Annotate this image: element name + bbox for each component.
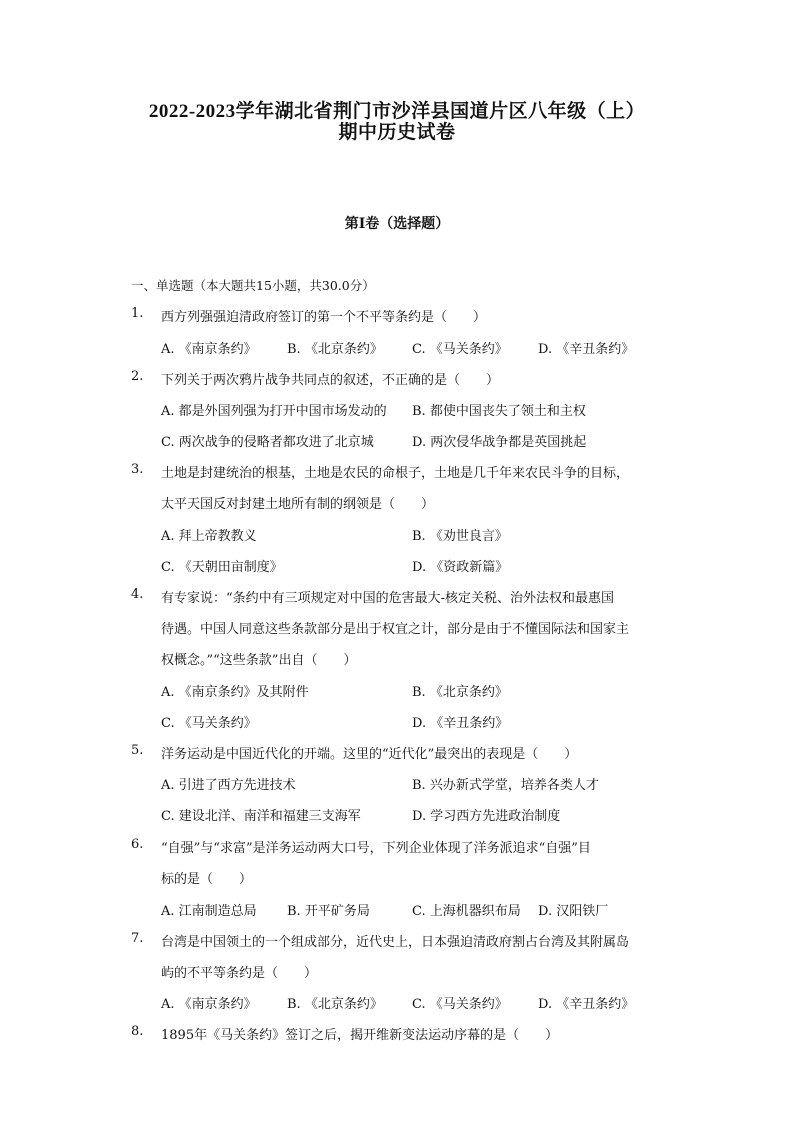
option-d: D. 《资政新篇》 xyxy=(412,560,509,575)
option-d: D. 《辛丑条约》 xyxy=(412,716,509,731)
question-text: 土地是封建统治的根基，土地是农民的命根子，土地是几千年来农民斗争的目标， xyxy=(161,466,630,481)
question-number: 4. xyxy=(131,587,144,602)
question-text: 下列关于两次鸦片战争共同点的叙述，不正确的是（ ） xyxy=(161,373,500,388)
question-text: “自强”与“求富”是洋务运动两大口号，下列企业体现了洋务派追求“自强”目 xyxy=(161,841,591,856)
option-b: B. 都使中国丧失了领土和主权 xyxy=(412,404,586,419)
option-d: D. 两次侵华战争都是英国挑起 xyxy=(412,435,587,450)
option-a: A. 拜上帝教教义 xyxy=(161,529,257,544)
section-title: 第I卷（选择题） xyxy=(344,216,450,232)
exam-title-line-2: 期中历史试卷 xyxy=(338,122,456,143)
option-d: D. 汉阳铁厂 xyxy=(538,904,609,919)
question-text: 1895年《马关条约》签订之后，揭开维新变法运动序幕的是（ ） xyxy=(161,1028,559,1043)
option-a: A. 《南京条约》 xyxy=(161,997,257,1012)
option-a: A. 《南京条约》及其附件 xyxy=(161,685,309,700)
question-text: 有专家说：“条约中有三项规定对中国的危害最大-核定关税、治外法权和最惠国 xyxy=(161,591,615,606)
option-a: A. 都是外国列强为打开中国市场发动的 xyxy=(161,404,387,419)
option-c: C. 上海机器织布局 xyxy=(412,904,521,919)
question-text: 洋务运动是中国近代化的开端。这里的“近代化”最突出的表现是（ ） xyxy=(161,747,578,762)
question-text: 权概念。”“这些条款”出自（ ） xyxy=(161,653,357,668)
question-number: 3. xyxy=(131,462,144,477)
option-b: B. 《北京条约》 xyxy=(287,997,383,1012)
option-c: C. 《马关条约》 xyxy=(412,997,508,1012)
option-d: D. 学习西方先进政治制度 xyxy=(412,809,561,824)
option-c: C. 《马关条约》 xyxy=(412,342,508,357)
option-c: C. 两次战争的侵略者都攻进了北京城 xyxy=(161,435,374,450)
question-text: 屿的不平等条约是（ ） xyxy=(161,966,318,981)
option-d: D. 《辛丑条约》 xyxy=(538,342,635,357)
question-number: 1. xyxy=(131,306,144,321)
question-text: 标的是（ ） xyxy=(161,872,253,887)
question-text: 待遇。中国人同意这些条款部分是出于权宜之计，部分是由于不懂国际法和国家主 xyxy=(161,622,630,637)
option-b: B. 《劝世良言》 xyxy=(412,529,508,544)
option-b: B. 开平矿务局 xyxy=(287,904,370,919)
option-c: C. 《马关条约》 xyxy=(161,716,257,731)
question-text: 太平天国反对封建土地所有制的纲领是（ ） xyxy=(161,497,435,512)
exam-title-line-1: 2022-2023学年湖北省荆门市沙洋县国道片区八年级（上） xyxy=(148,101,646,122)
option-c: C. 建设北洋、南洋和福建三支海军 xyxy=(161,809,361,824)
option-b: B. 《北京条约》 xyxy=(412,685,508,700)
option-a: A. 引进了西方先进技术 xyxy=(161,778,296,793)
option-b: B. 兴办新式学堂，培养各类人才 xyxy=(412,778,599,793)
option-b: B. 《北京条约》 xyxy=(287,342,383,357)
question-number: 7. xyxy=(131,931,144,946)
option-c: C. 《天朝田亩制度》 xyxy=(161,560,283,575)
option-d: D. 《辛丑条约》 xyxy=(538,997,635,1012)
question-number: 5. xyxy=(131,743,144,758)
question-group-title: 一、单选题（本大题共15小题，共30.0分） xyxy=(131,278,375,293)
question-number: 6. xyxy=(131,837,144,852)
option-a: A. 《南京条约》 xyxy=(161,342,257,357)
question-number: 8. xyxy=(131,1024,144,1039)
option-a: A. 江南制造总局 xyxy=(161,904,257,919)
question-text: 台湾是中国领土的一个组成部分，近代史上，日本强迫清政府割占台湾及其附属岛 xyxy=(161,935,630,950)
question-number: 2. xyxy=(131,369,144,384)
question-text: 西方列强强迫清政府签订的第一个不平等条约是（ ） xyxy=(161,310,487,325)
